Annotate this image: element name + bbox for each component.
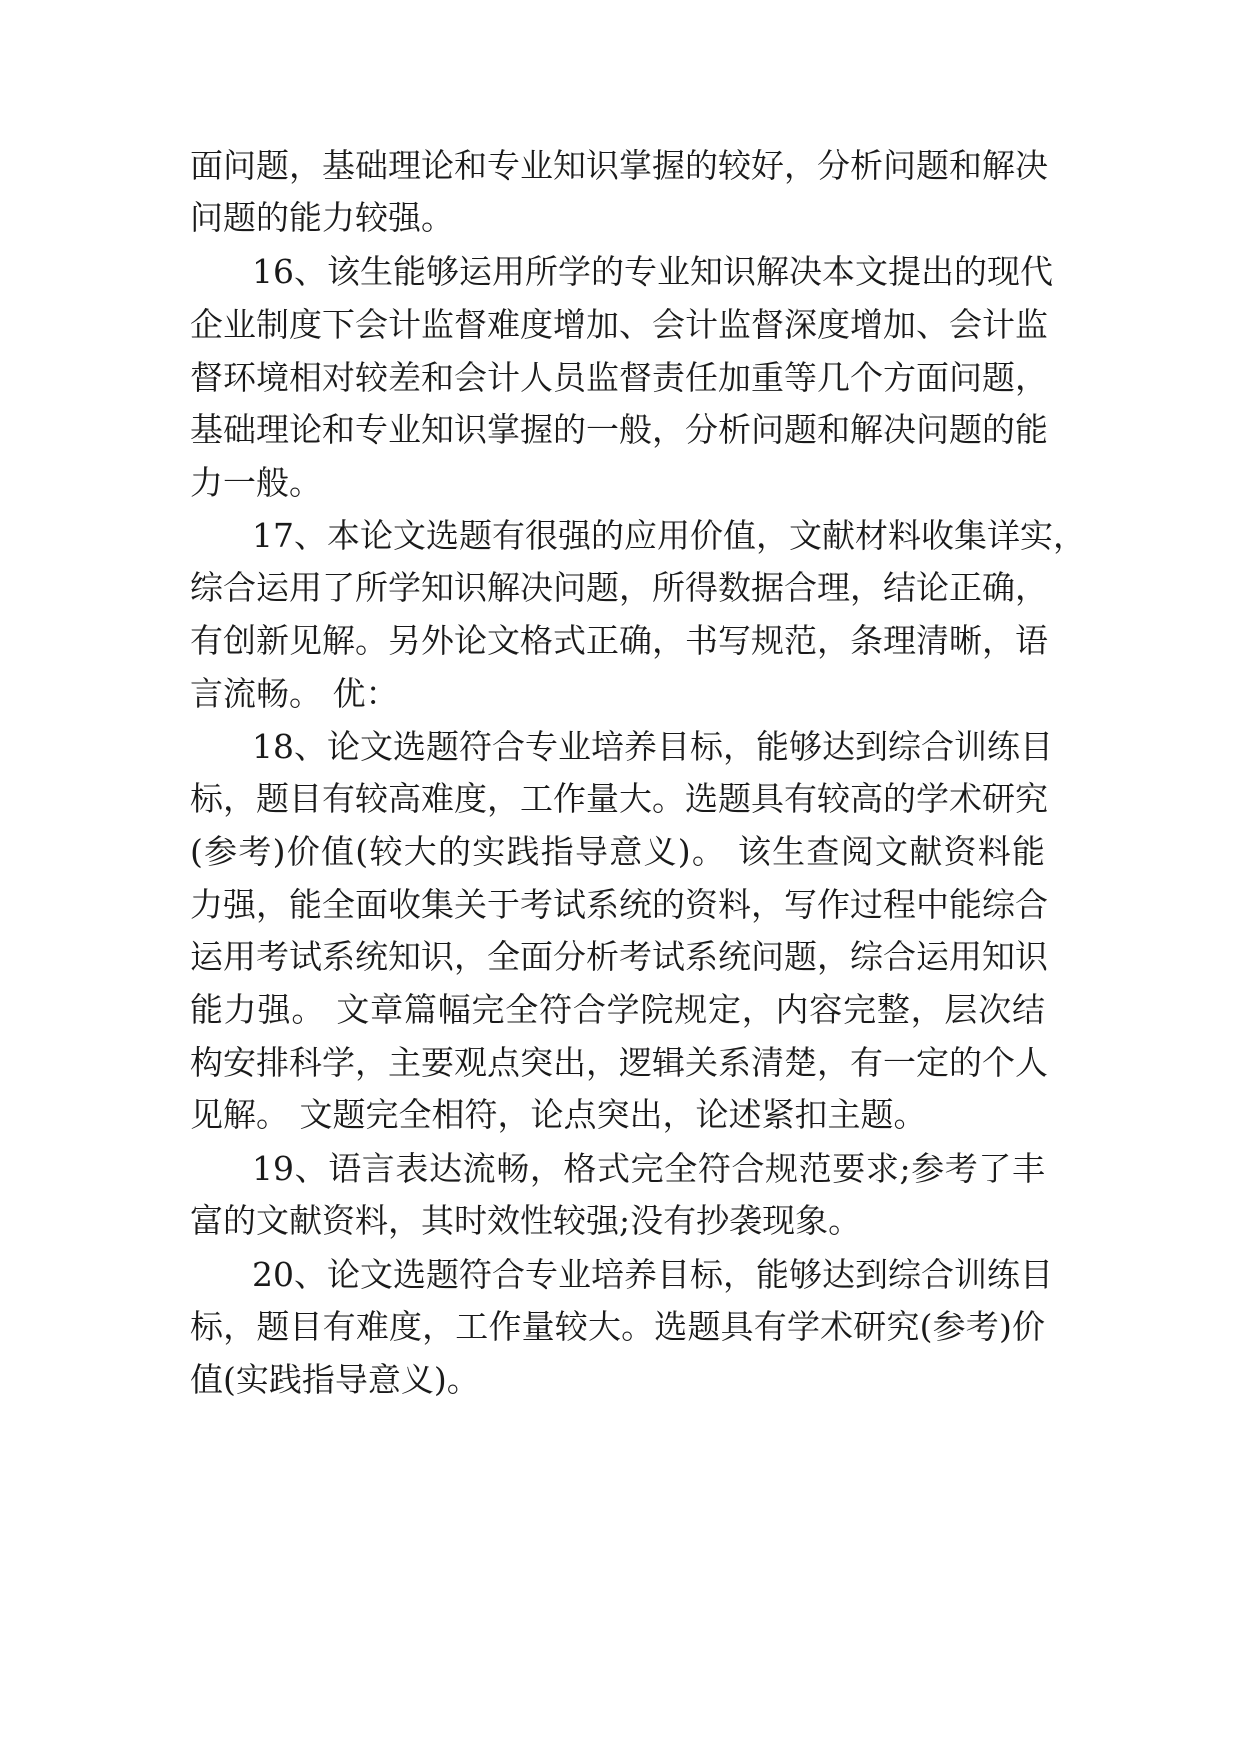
paragraph-18-line-2: 标，题目有较高难度，工作量大。选题具有较高的学术研究 — [190, 779, 1048, 818]
paragraph-19-line-1: 19、语言表达流畅，格式完全符合规范要求;参考了丰 — [252, 1149, 1045, 1188]
paragraph-18-line-6: 能力强。 文章篇幅完全符合学院规定，内容完整，层次结 — [190, 990, 1045, 1029]
paragraph-16-line-4: 基础理论和专业知识掌握的一般，分析问题和解决问题的能 — [190, 410, 1048, 449]
paragraph-17-line-1: 17、本论文选题有很强的应用价值，文献材料收集详实， — [252, 516, 1086, 555]
paragraph-18-line-1: 18、论文选题符合专业培养目标，能够达到综合训练目 — [252, 727, 1053, 766]
paragraph-18-line-4: 力强，能全面收集关于考试系统的资料，写作过程中能综合 — [190, 885, 1048, 924]
paragraph-16-line-2: 企业制度下会计监督难度增加、会计监督深度增加、会计监 — [190, 305, 1048, 344]
paragraph-15-line-2: 问题的能力较强。 — [190, 198, 454, 237]
paragraph-15-line-1: 面问题，基础理论和专业知识掌握的较好，分析问题和解决 — [190, 146, 1048, 185]
paragraph-17-line-2: 综合运用了所学知识解决问题，所得数据合理，结论正确， — [190, 568, 1048, 607]
paragraph-18-line-3: (参考)价值(较大的实践指导意义)。 该生查阅文献资料能 — [190, 832, 1045, 871]
paragraph-16-line-3: 督环境相对较差和会计人员监督责任加重等几个方面问题， — [190, 358, 1048, 397]
paragraph-16-line-5: 力一般。 — [190, 463, 322, 502]
paragraph-20-line-1: 20、论文选题符合专业培养目标，能够达到综合训练目 — [252, 1255, 1053, 1294]
paragraph-20-line-3: 值(实践指导意义)。 — [190, 1360, 480, 1399]
paragraph-20-line-2: 标，题目有难度，工作量较大。选题具有学术研究(参考)价 — [190, 1307, 1045, 1346]
paragraph-17-line-3: 有创新见解。另外论文格式正确，书写规范，条理清晰，语 — [190, 621, 1048, 660]
paragraph-18-line-7: 构安排科学，主要观点突出，逻辑关系清楚，有一定的个人 — [190, 1043, 1048, 1082]
paragraph-16-line-1: 16、该生能够运用所学的专业知识解决本文提出的现代 — [252, 252, 1053, 291]
paragraph-17-line-4: 言流畅。 优： — [190, 674, 399, 713]
paragraph-19-line-2: 富的文献资料，其时效性较强;没有抄袭现象。 — [190, 1201, 862, 1240]
paragraph-18-line-5: 运用考试系统知识，全面分析考试系统问题，综合运用知识 — [190, 937, 1048, 976]
paragraph-18-line-8: 见解。 文题完全相符，论点突出，论述紧扣主题。 — [190, 1095, 927, 1134]
